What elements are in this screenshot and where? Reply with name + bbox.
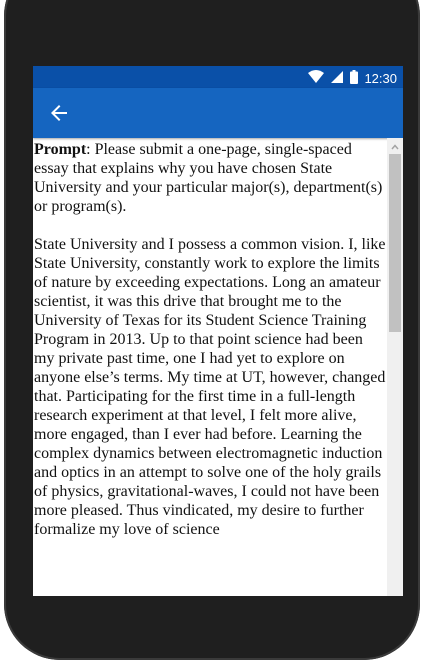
app-bar [33,88,403,138]
status-time: 12:30 [364,71,397,86]
scrollbar-thumb[interactable] [389,154,401,332]
wifi-icon [308,69,324,88]
prompt-text: : Please submit a one-page, single-spaced essay that explains why you have chosen State University and your particular major(s), department(s) or program(s). [34,141,383,215]
scroll-up-arrow-icon[interactable] [390,142,400,152]
prompt-label: Prompt [34,141,87,158]
battery-icon [350,69,358,88]
status-bar [33,66,403,88]
scrollbar[interactable] [387,138,403,596]
essay-content [33,138,387,596]
back-button[interactable] [47,101,71,125]
arrow-left-icon [47,101,71,125]
status-icons [308,69,397,88]
cellular-icon [330,69,344,88]
essay-prompt [34,140,387,216]
screen [33,66,403,596]
essay-body: State University and I possess a common vision. I, like State University, constantly work to explore the limits of nature by exceeding expectations. Long an amateur scientist, it was this drive that brought me to the University of Texas for its Student Science Training Program in 2013. Up to that point science had been my private past time, one I had yet to explore on anyone else’s terms. My time at UT, however, changed that. Participating for the first time in a full-length research experiment at that level, I felt more alive, more engaged, than I ever had before. Learning the complex dynamics between electromagnetic induction and optics in an attempt to solve one of the holy grails of physics, gravitational-waves, I could not have been more pleased. Thus vindicated, my desire to further formalize my love of science [34,236,386,538]
